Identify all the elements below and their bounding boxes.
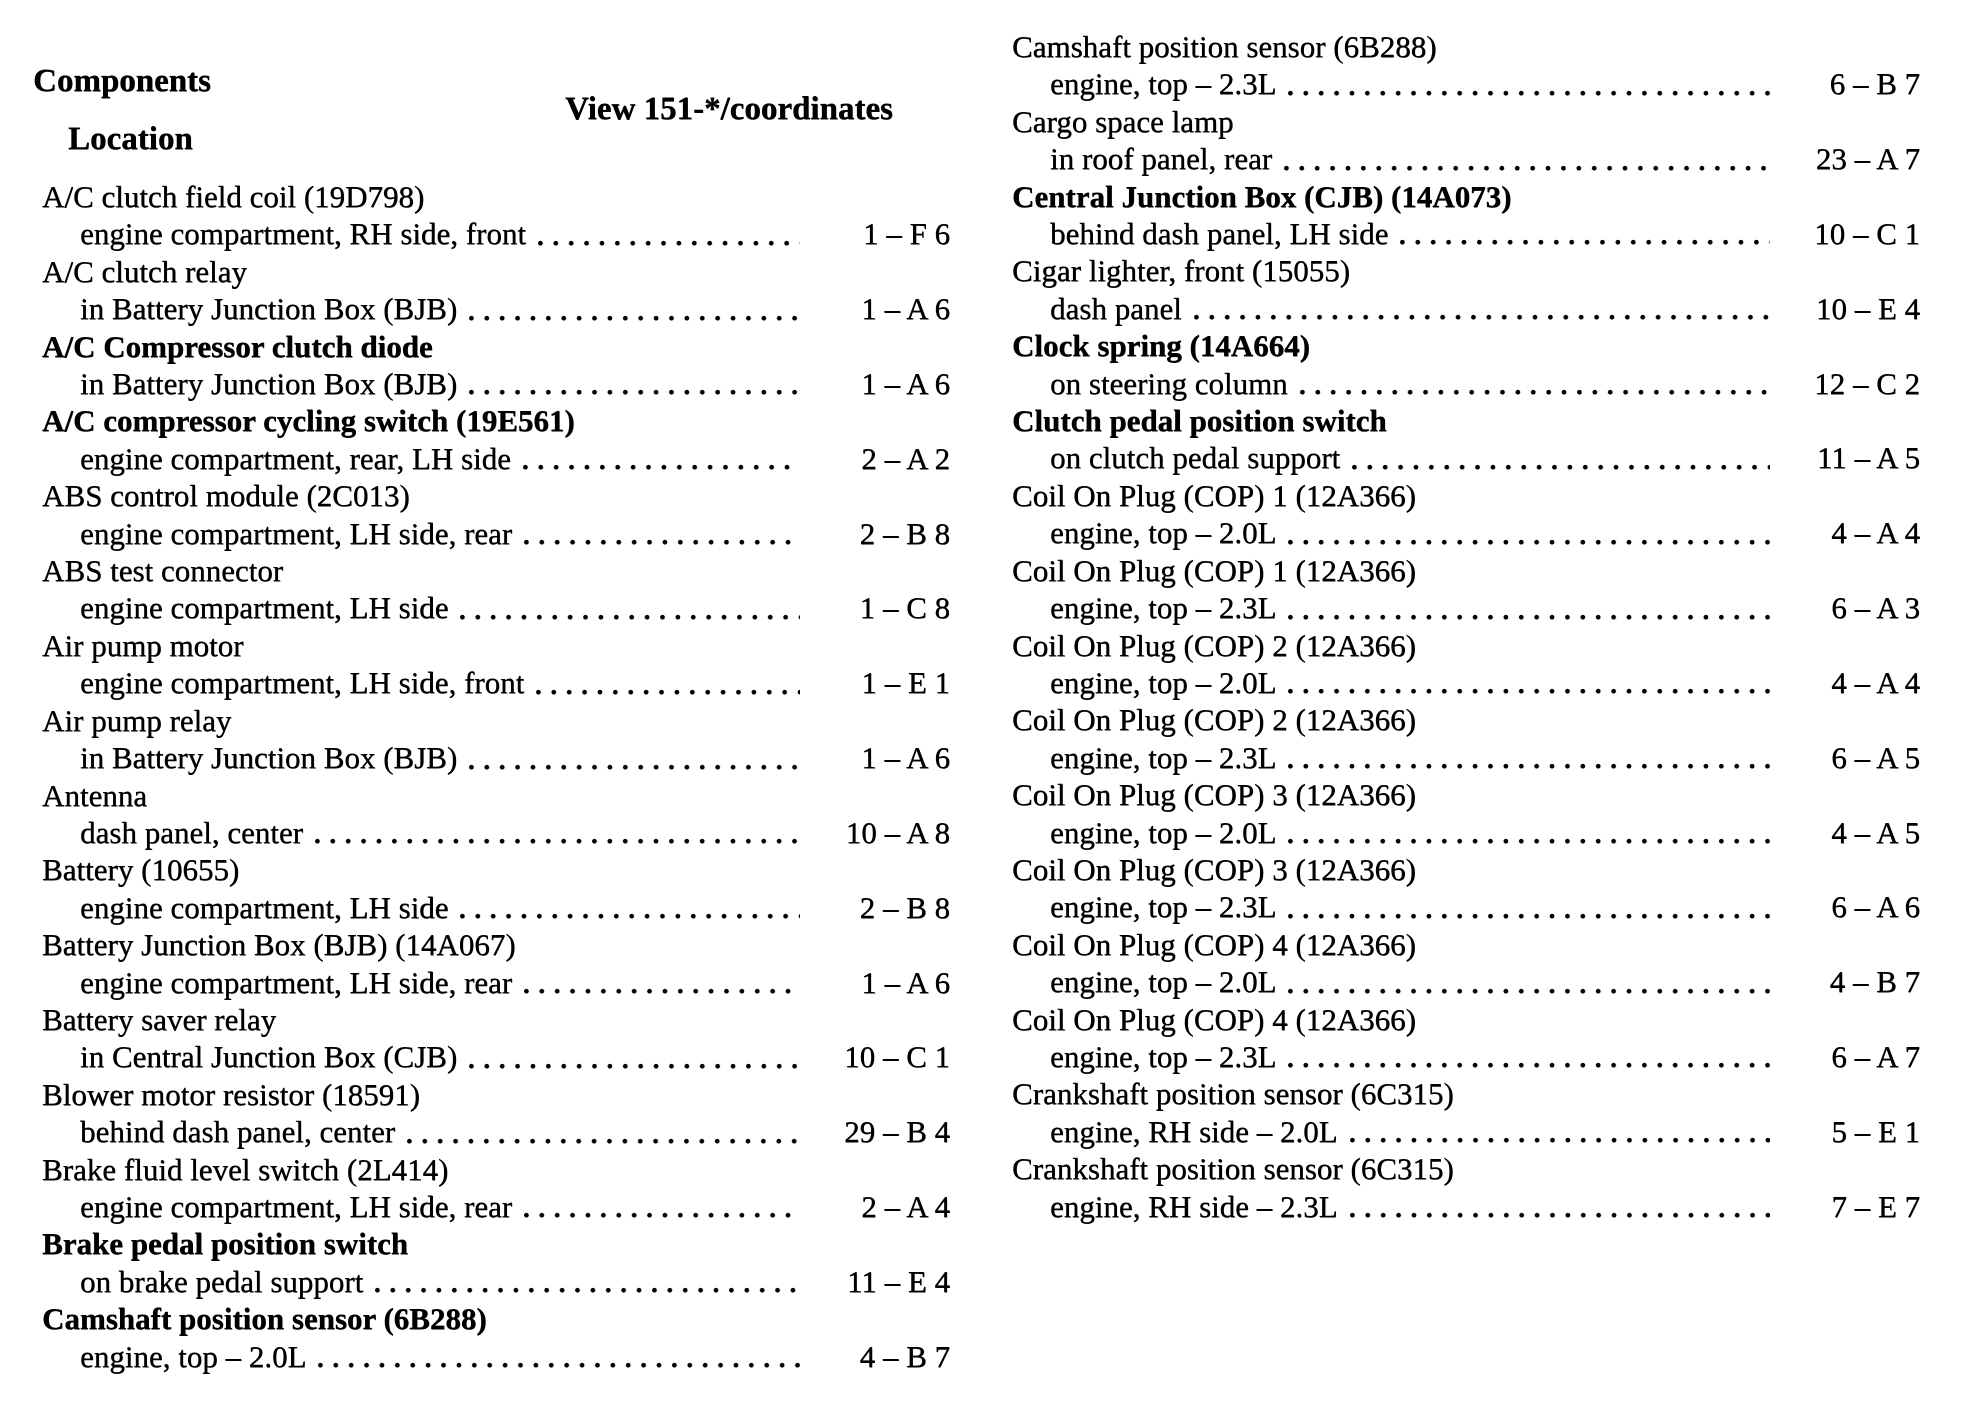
component-location-line bbox=[1012, 664, 1920, 701]
dotted-leader bbox=[536, 689, 800, 696]
component-location: engine, RH side – 2.3L bbox=[1050, 1188, 1338, 1224]
dotted-leader bbox=[318, 1362, 800, 1369]
component-entry bbox=[42, 253, 950, 328]
component-location-line bbox=[42, 215, 950, 252]
dotted-leader bbox=[524, 1212, 800, 1219]
component-location: engine compartment, LH side bbox=[80, 889, 449, 925]
component-entry bbox=[42, 178, 950, 253]
component-entry bbox=[1012, 1075, 1920, 1150]
component-location: engine compartment, rear, LH side bbox=[80, 440, 511, 476]
dotted-leader bbox=[469, 389, 800, 396]
dotted-leader bbox=[524, 988, 800, 995]
view-coordinate: 29 – B 4 bbox=[844, 1114, 950, 1150]
dotted-leader bbox=[1288, 1062, 1770, 1069]
view-coordinate: 2 – B 8 bbox=[859, 515, 950, 551]
component-name: Coil On Plug (COP) 2 (12A366) bbox=[1012, 627, 1416, 663]
component-entry bbox=[1012, 1001, 1920, 1076]
view-coordinate: 1 – A 6 bbox=[861, 964, 950, 1000]
component-location: engine compartment, LH side, rear bbox=[80, 1188, 513, 1224]
view-coordinate: 1 – C 8 bbox=[859, 590, 950, 626]
component-entry bbox=[42, 1225, 950, 1300]
component-location: engine, RH side – 2.0L bbox=[1050, 1113, 1338, 1149]
component-name: Brake fluid level switch (2L414) bbox=[42, 1151, 449, 1187]
component-name: A/C clutch field coil (19D798) bbox=[42, 179, 425, 214]
component-location-line bbox=[42, 1188, 950, 1225]
component-name: Coil On Plug (COP) 4 (12A366) bbox=[1012, 1001, 1416, 1037]
component-entry bbox=[1012, 103, 1920, 178]
component-entry bbox=[42, 328, 950, 403]
component-location-line bbox=[42, 515, 950, 552]
component-entry bbox=[42, 477, 950, 552]
component-entry bbox=[42, 552, 950, 627]
component-entry bbox=[42, 777, 950, 852]
component-location: on brake pedal support bbox=[80, 1263, 364, 1299]
component-location: behind dash panel, center bbox=[80, 1114, 396, 1150]
dotted-leader bbox=[315, 838, 800, 845]
component-entry bbox=[1012, 28, 1920, 103]
component-location-line bbox=[42, 1113, 950, 1150]
component-name: Brake pedal position switch bbox=[42, 1226, 409, 1262]
component-name: A/C compressor cycling switch (19E561) bbox=[42, 403, 575, 439]
component-location-line bbox=[42, 1338, 950, 1375]
component-location: engine, top – 2.3L bbox=[1050, 889, 1277, 925]
component-name: Coil On Plug (COP) 4 (12A366) bbox=[1012, 926, 1416, 962]
component-location-line bbox=[1012, 814, 1920, 851]
component-location: in Battery Junction Box (BJB) bbox=[80, 291, 458, 327]
component-name: ABS control module (2C013) bbox=[42, 478, 410, 514]
component-location-line bbox=[42, 1263, 950, 1300]
component-entry bbox=[1012, 851, 1920, 926]
dotted-leader bbox=[407, 1138, 800, 1145]
component-location: in roof panel, rear bbox=[1050, 141, 1273, 177]
view-coordinate: 4 – B 7 bbox=[1829, 964, 1920, 1000]
component-name: Crankshaft position sensor (6C315) bbox=[1012, 1076, 1454, 1112]
dotted-leader bbox=[1288, 614, 1770, 621]
component-location: in Central Junction Box (CJB) bbox=[80, 1039, 458, 1075]
view-coordinate: 10 – E 4 bbox=[1815, 290, 1920, 326]
component-entry bbox=[1012, 701, 1920, 776]
component-entry bbox=[1012, 627, 1920, 702]
component-location: engine compartment, RH side, front bbox=[80, 216, 526, 252]
dotted-leader bbox=[375, 1287, 800, 1294]
component-name: Central Junction Box (CJB) (14A073) bbox=[1012, 178, 1512, 214]
component-location: dash panel bbox=[1050, 290, 1182, 326]
dotted-leader bbox=[1288, 90, 1770, 97]
dotted-leader bbox=[460, 614, 800, 621]
component-location-line bbox=[42, 440, 950, 477]
component-name: Cargo space lamp bbox=[1012, 103, 1234, 139]
component-location: engine compartment, LH side, front bbox=[80, 665, 525, 701]
component-location: engine compartment, LH side, rear bbox=[80, 964, 513, 1000]
component-name: Clock spring (14A664) bbox=[1012, 328, 1310, 364]
component-entry bbox=[1012, 552, 1920, 627]
component-name: Blower motor resistor (18591) bbox=[42, 1076, 420, 1112]
dotted-leader bbox=[1288, 988, 1770, 995]
view-coordinate: 23 – A 7 bbox=[1815, 141, 1920, 177]
component-entry bbox=[1012, 926, 1920, 1001]
component-location: engine, top – 2.0L bbox=[1050, 964, 1277, 1000]
view-coordinate: 10 – A 8 bbox=[845, 814, 950, 850]
dotted-leader bbox=[1300, 389, 1770, 396]
component-location-line bbox=[42, 589, 950, 626]
component-entry bbox=[1012, 327, 1920, 402]
component-location: engine, top – 2.0L bbox=[1050, 814, 1277, 850]
component-location: engine, top – 2.0L bbox=[1050, 515, 1277, 551]
component-location-line bbox=[1012, 514, 1920, 551]
component-name: Clutch pedal position switch bbox=[1012, 403, 1387, 439]
component-location-line bbox=[1012, 1113, 1920, 1150]
component-location-line bbox=[1012, 290, 1920, 327]
component-location-line bbox=[42, 290, 950, 327]
component-entry bbox=[42, 926, 950, 1001]
index-column-right bbox=[1012, 28, 1920, 1225]
component-location: engine, top – 2.0L bbox=[80, 1338, 307, 1374]
component-name: Antenna bbox=[42, 777, 148, 813]
dotted-leader bbox=[460, 913, 800, 920]
dotted-leader bbox=[1288, 688, 1770, 695]
view-coordinate: 4 – B 7 bbox=[859, 1338, 950, 1374]
component-name: Camshaft position sensor (6B288) bbox=[42, 1301, 487, 1337]
view-coordinate: 11 – A 5 bbox=[1816, 440, 1920, 476]
component-location: engine, top – 2.0L bbox=[1050, 664, 1277, 700]
component-entry bbox=[42, 627, 950, 702]
component-location-line bbox=[1012, 365, 1920, 402]
dotted-leader bbox=[1288, 838, 1770, 845]
view-coordinate: 7 – E 7 bbox=[1831, 1188, 1920, 1224]
component-name: Battery saver relay bbox=[42, 1001, 277, 1037]
component-name: Coil On Plug (COP) 1 (12A366) bbox=[1012, 477, 1416, 513]
component-entry bbox=[1012, 477, 1920, 552]
component-entry bbox=[42, 702, 950, 777]
component-name: Camshaft position sensor (6B288) bbox=[1012, 29, 1437, 64]
component-location-line bbox=[42, 889, 950, 926]
component-location: engine, top – 2.3L bbox=[1050, 66, 1277, 102]
view-coordinate: 5 – E 1 bbox=[1831, 1113, 1920, 1149]
view-coordinate: 2 – A 4 bbox=[861, 1188, 950, 1224]
dotted-leader bbox=[523, 464, 800, 471]
component-location-line bbox=[1012, 140, 1920, 177]
view-coordinate: 10 – C 1 bbox=[844, 1039, 950, 1075]
view-coordinate: 1 – A 6 bbox=[861, 366, 950, 402]
dotted-leader bbox=[1352, 464, 1770, 471]
component-location: engine, top – 2.3L bbox=[1050, 590, 1277, 626]
view-coordinate: 4 – A 5 bbox=[1831, 814, 1920, 850]
view-coordinate: 6 – A 7 bbox=[1831, 1038, 1920, 1074]
component-name: ABS test connector bbox=[42, 553, 284, 589]
component-entry bbox=[1012, 402, 1920, 477]
view-coordinate: 1 – A 6 bbox=[861, 291, 950, 327]
component-name: Coil On Plug (COP) 3 (12A366) bbox=[1012, 777, 1416, 813]
component-name: Cigar lighter, front (15055) bbox=[1012, 253, 1350, 289]
dotted-leader bbox=[1350, 1212, 1770, 1219]
component-entry bbox=[42, 402, 950, 477]
component-entry bbox=[1012, 1150, 1920, 1225]
view-coordinates-header: View 151-*/coordinates bbox=[565, 91, 893, 127]
view-coordinate: 4 – A 4 bbox=[1831, 515, 1920, 551]
view-coordinate: 10 – C 1 bbox=[1814, 216, 1920, 252]
view-coordinate: 1 – A 6 bbox=[861, 740, 950, 776]
component-location-line bbox=[1012, 589, 1920, 626]
component-location-line bbox=[1012, 963, 1920, 1000]
component-location: behind dash panel, LH side bbox=[1050, 216, 1389, 252]
component-location-line bbox=[42, 1038, 950, 1075]
view-coordinate: 2 – B 8 bbox=[859, 889, 950, 925]
component-location-line bbox=[42, 964, 950, 1001]
component-entry bbox=[1012, 178, 1920, 253]
component-name: Crankshaft position sensor (6C315) bbox=[1012, 1151, 1454, 1187]
view-coordinate: 11 – E 4 bbox=[846, 1263, 950, 1299]
component-name: Battery (10655) bbox=[42, 852, 240, 888]
dotted-leader bbox=[1350, 1137, 1770, 1144]
component-name: A/C clutch relay bbox=[42, 253, 247, 289]
component-location-line bbox=[1012, 1038, 1920, 1075]
view-coordinate: 6 – B 7 bbox=[1829, 66, 1920, 102]
component-name: Battery Junction Box (BJB) (14A067) bbox=[42, 927, 516, 963]
component-location-line bbox=[42, 664, 950, 701]
component-name: Coil On Plug (COP) 1 (12A366) bbox=[1012, 552, 1416, 588]
dotted-leader bbox=[1288, 763, 1770, 770]
dotted-leader bbox=[1288, 539, 1770, 546]
component-location: on steering column bbox=[1050, 365, 1288, 401]
components-header: Components bbox=[33, 63, 211, 99]
component-location: on clutch pedal support bbox=[1050, 440, 1341, 476]
location-header: Location bbox=[68, 121, 193, 157]
component-entry bbox=[42, 1076, 950, 1151]
component-location-line bbox=[42, 365, 950, 402]
component-location: engine compartment, LH side, rear bbox=[80, 515, 513, 551]
dotted-leader bbox=[469, 1063, 800, 1070]
dotted-leader bbox=[1284, 165, 1770, 172]
view-coordinate: 1 – E 1 bbox=[861, 665, 950, 701]
view-coordinate: 1 – F 6 bbox=[863, 216, 950, 252]
component-location: engine, top – 2.3L bbox=[1050, 1038, 1277, 1074]
view-coordinate: 6 – A 6 bbox=[1831, 889, 1920, 925]
component-entry bbox=[42, 1001, 950, 1076]
component-name: Air pump relay bbox=[42, 702, 232, 738]
component-location: engine compartment, LH side bbox=[80, 590, 449, 626]
component-location-line bbox=[1012, 888, 1920, 925]
view-coordinate: 4 – A 4 bbox=[1831, 664, 1920, 700]
component-location: engine, top – 2.3L bbox=[1050, 739, 1277, 775]
component-location-line bbox=[1012, 215, 1920, 252]
component-location: in Battery Junction Box (BJB) bbox=[80, 740, 458, 776]
component-entry bbox=[1012, 252, 1920, 327]
component-location: in Battery Junction Box (BJB) bbox=[80, 366, 458, 402]
dotted-leader bbox=[1400, 239, 1770, 246]
component-name: Coil On Plug (COP) 3 (12A366) bbox=[1012, 851, 1416, 887]
component-name: Coil On Plug (COP) 2 (12A366) bbox=[1012, 702, 1416, 738]
view-coordinate: 12 – C 2 bbox=[1814, 365, 1920, 401]
component-location-line bbox=[1012, 739, 1920, 776]
component-location: dash panel, center bbox=[80, 814, 303, 850]
dotted-leader bbox=[469, 764, 800, 771]
dotted-leader bbox=[469, 315, 800, 322]
component-location-line bbox=[42, 814, 950, 851]
dotted-leader bbox=[1288, 913, 1770, 920]
component-name: Air pump motor bbox=[42, 627, 244, 663]
component-name: A/C Compressor clutch diode bbox=[42, 328, 433, 364]
component-entry bbox=[1012, 776, 1920, 851]
index-column-left bbox=[42, 178, 950, 1375]
component-location-line bbox=[42, 739, 950, 776]
component-entry bbox=[42, 1300, 950, 1375]
dotted-leader bbox=[1194, 314, 1770, 321]
component-location-line bbox=[1012, 439, 1920, 476]
dotted-leader bbox=[524, 539, 800, 546]
view-coordinate: 2 – A 2 bbox=[861, 440, 950, 476]
component-location-line bbox=[1012, 1188, 1920, 1225]
component-entry bbox=[42, 1151, 950, 1226]
view-coordinate: 6 – A 3 bbox=[1831, 590, 1920, 626]
component-entry bbox=[42, 851, 950, 926]
view-coordinate: 6 – A 5 bbox=[1831, 739, 1920, 775]
dotted-leader bbox=[538, 240, 800, 247]
component-location-line bbox=[1012, 65, 1920, 102]
